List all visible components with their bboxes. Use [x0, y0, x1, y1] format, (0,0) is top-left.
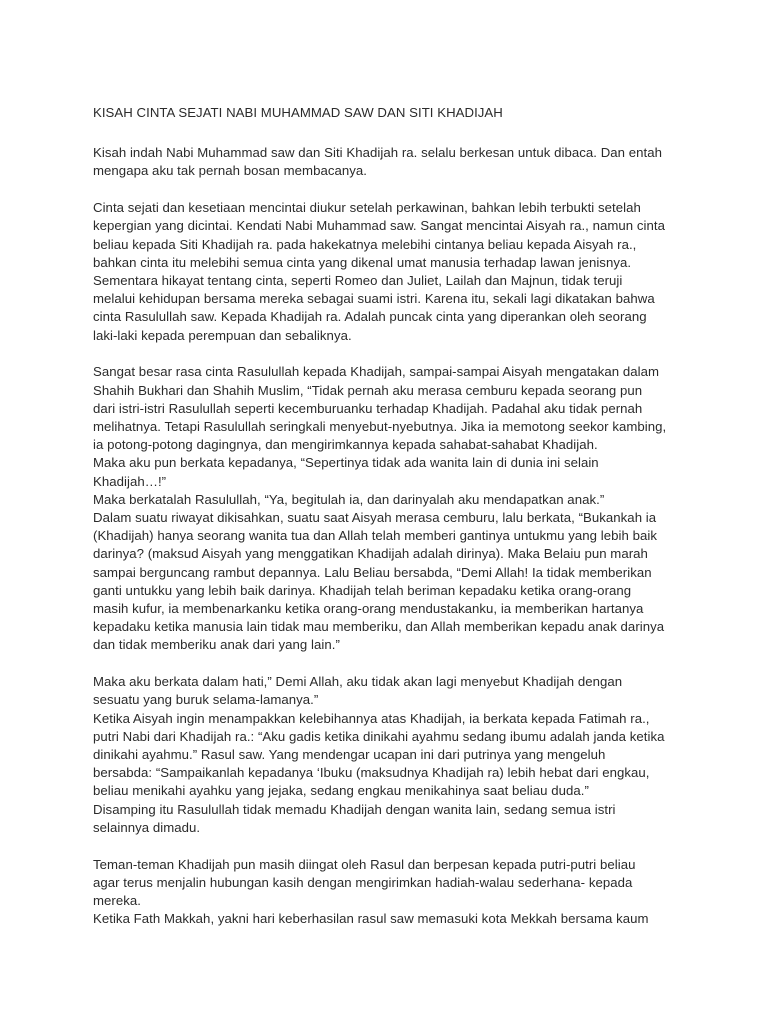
- paragraph-line: dan tidak memberiku anak dari yang lain.”: [93, 637, 340, 653]
- paragraph-line: bersabda: “Sampaikanlah kepadanya ‘Ibuku (maksudnya Khadijah ra) lebih hebat dari engkau,: [93, 765, 650, 781]
- paragraph-line: cinta Rasulullah saw. Kepada Khadijah ra. Adalah puncak cinta yang diperankan oleh seorang: [93, 309, 647, 325]
- paragraph-line: Cinta sejati dan kesetiaan mencintai diukur setelah perkawinan, bahkan lebih terbukti setelah: [93, 200, 641, 216]
- paragraph-line: beliau kepada Siti Khadijah ra. pada hakekatnya melebihi cintanya beliau kepada Aisyah ra.,: [93, 236, 637, 252]
- paragraph-line: Maka berkatalah Rasulullah, “Ya, begitulah ia, dan darinyalah aku mendapatkan anak.”: [93, 491, 605, 507]
- paragraph-line: Ketika Fath Makkah, yakni hari keberhasilan rasul saw memasuki kota Mekkah bersama kaum: [93, 911, 649, 927]
- paragraph-line: ia potong-potong dagingnya, dan mengirimkannya kepada sahabat-sahabat Khadijah.: [93, 437, 598, 453]
- paragraph-line: mereka.: [93, 893, 141, 909]
- paragraph: [93, 363, 681, 654]
- paragraph-line: Kisah indah Nabi Muhammad saw dan Siti Khadijah ra. selalu berkesan untuk dibaca. Dan entah: [93, 145, 663, 161]
- paragraph-line: darinya? (maksud Aisyah yang menggatikan Khadijah adalah dirinya). Maka Belaiu pun marah: [93, 546, 648, 562]
- paragraph-line: Disamping itu Rasulullah tidak memadu Khadijah dengan wanita lain, sedang semua istri: [93, 801, 616, 817]
- document-title: KISAH CINTA SEJATI NABI MUHAMMAD SAW DAN SITI KHADIJAH: [93, 105, 503, 120]
- paragraph-list: [93, 144, 681, 928]
- paragraph: [93, 856, 681, 929]
- paragraph-line: Sangat besar rasa cinta Rasulullah kepada Khadijah, sampai-sampai Aisyah mengatakan dalam: [93, 364, 659, 380]
- paragraph-line: Maka aku berkata dalam hati,” Demi Allah, aku tidak akan lagi menyebut Khadijah dengan: [93, 674, 623, 690]
- paragraph-line: kepergian yang dicintai. Kendati Nabi Muhammad saw. Sangat mencintai Aisyah ra., namun cinta: [93, 218, 665, 234]
- paragraph-line: beliau menikahi ayahku yang jejaka, sedang engkau menikahinya saat beliau duda.”: [93, 783, 589, 799]
- paragraph-line: dari istri-istri Rasulullah seperti kecemburuanku terhadap Khadijah. Padahal aku tidak pernah: [93, 400, 643, 416]
- paragraph: [93, 199, 681, 345]
- paragraph-line: sampai berguncang rambut depannya. Lalu Beliau bersabda, “Demi Allah! Ia tidak memberikan: [93, 564, 652, 580]
- paragraph-line: putri Nabi dari Khadijah ra.: “Aku gadis ketika dinikahi ayahmu sedang ibumu adalah janda ketika: [93, 728, 665, 744]
- paragraph-line: masih kufur, ia membenarkanku ketika orang-orang mendustakanku, ia memberikan hartanya: [93, 601, 644, 617]
- paragraph-line: Dalam suatu riwayat dikisahkan, suatu saat Aisyah merasa cemburu, lalu berkata, “Bukankah ia: [93, 510, 657, 526]
- paragraph-line: Khadijah…!”: [93, 473, 167, 489]
- paragraph-line: Teman-teman Khadijah pun masih diingat oleh Rasul dan berpesan kepada putri-putri beliau: [93, 856, 636, 872]
- paragraph-line: Shahih Bukhari dan Shahih Muslim, “Tidak pernah aku merasa cemburu kepada seorang pun: [93, 382, 643, 398]
- paragraph-line: melihatnya. Tetapi Rasulullah seringkali menyebut-nyebutnya. Jika ia memotong seekor kambing,: [93, 419, 667, 435]
- paragraph-line: (Khadijah) hanya seorang wanita tua dan Allah telah memberi gantinya untukmu yang lebih baik: [93, 528, 657, 544]
- document-body: [93, 104, 681, 947]
- paragraph-line: sesuatu yang buruk selama-lamanya.”: [93, 692, 319, 708]
- paragraph-line: agar terus menjalin hubungan kasih dengan mengirimkan hadiah-walau sederhana- kepada: [93, 874, 633, 890]
- paragraph-line: Maka aku pun berkata kepadanya, “Sepertinya tidak ada wanita lain di dunia ini selain: [93, 455, 599, 471]
- paragraph-line: selainnya dimadu.: [93, 819, 201, 835]
- paragraph-line: mengapa aku tak pernah bosan membacanya.: [93, 163, 367, 179]
- paragraph-line: Ketika Aisyah ingin menampakkan kelebihannya atas Khadijah, ia berkata kepada Fatimah ra.,: [93, 710, 650, 726]
- paragraph-line: melalui kehidupan bersama mereka sebagai suami istri. Karena itu, sekali lagi dikatakan bahwa: [93, 291, 655, 307]
- paragraph-line: laki-laki kepada perempuan dan sebaliknya.: [93, 327, 352, 343]
- paragraph-line: Sementara hikayat tentang cinta, seperti Romeo dan Juliet, Lailah dan Majnun, tidak teruji: [93, 273, 623, 289]
- paragraph-line: ganti untukku yang lebih baik darinya. Khadijah telah beriman kepadaku ketika orang-orang: [93, 582, 632, 598]
- paragraph: [93, 673, 681, 837]
- paragraph-line: kepadaku ketika manusia lain tidak mau memberiku, dan Allah memberikan kepadu anak darinya: [93, 619, 665, 635]
- paragraph-line: bahkan cinta itu melebihi semua cinta yang dikenal umat manusia terhadap lawan jenisnya.: [93, 254, 632, 270]
- paragraph: [93, 144, 681, 180]
- paragraph-line: dinikahi ayahmu.” Rasul saw. Yang mendengar ucapan ini dari putrinya yang mengeluh: [93, 747, 606, 763]
